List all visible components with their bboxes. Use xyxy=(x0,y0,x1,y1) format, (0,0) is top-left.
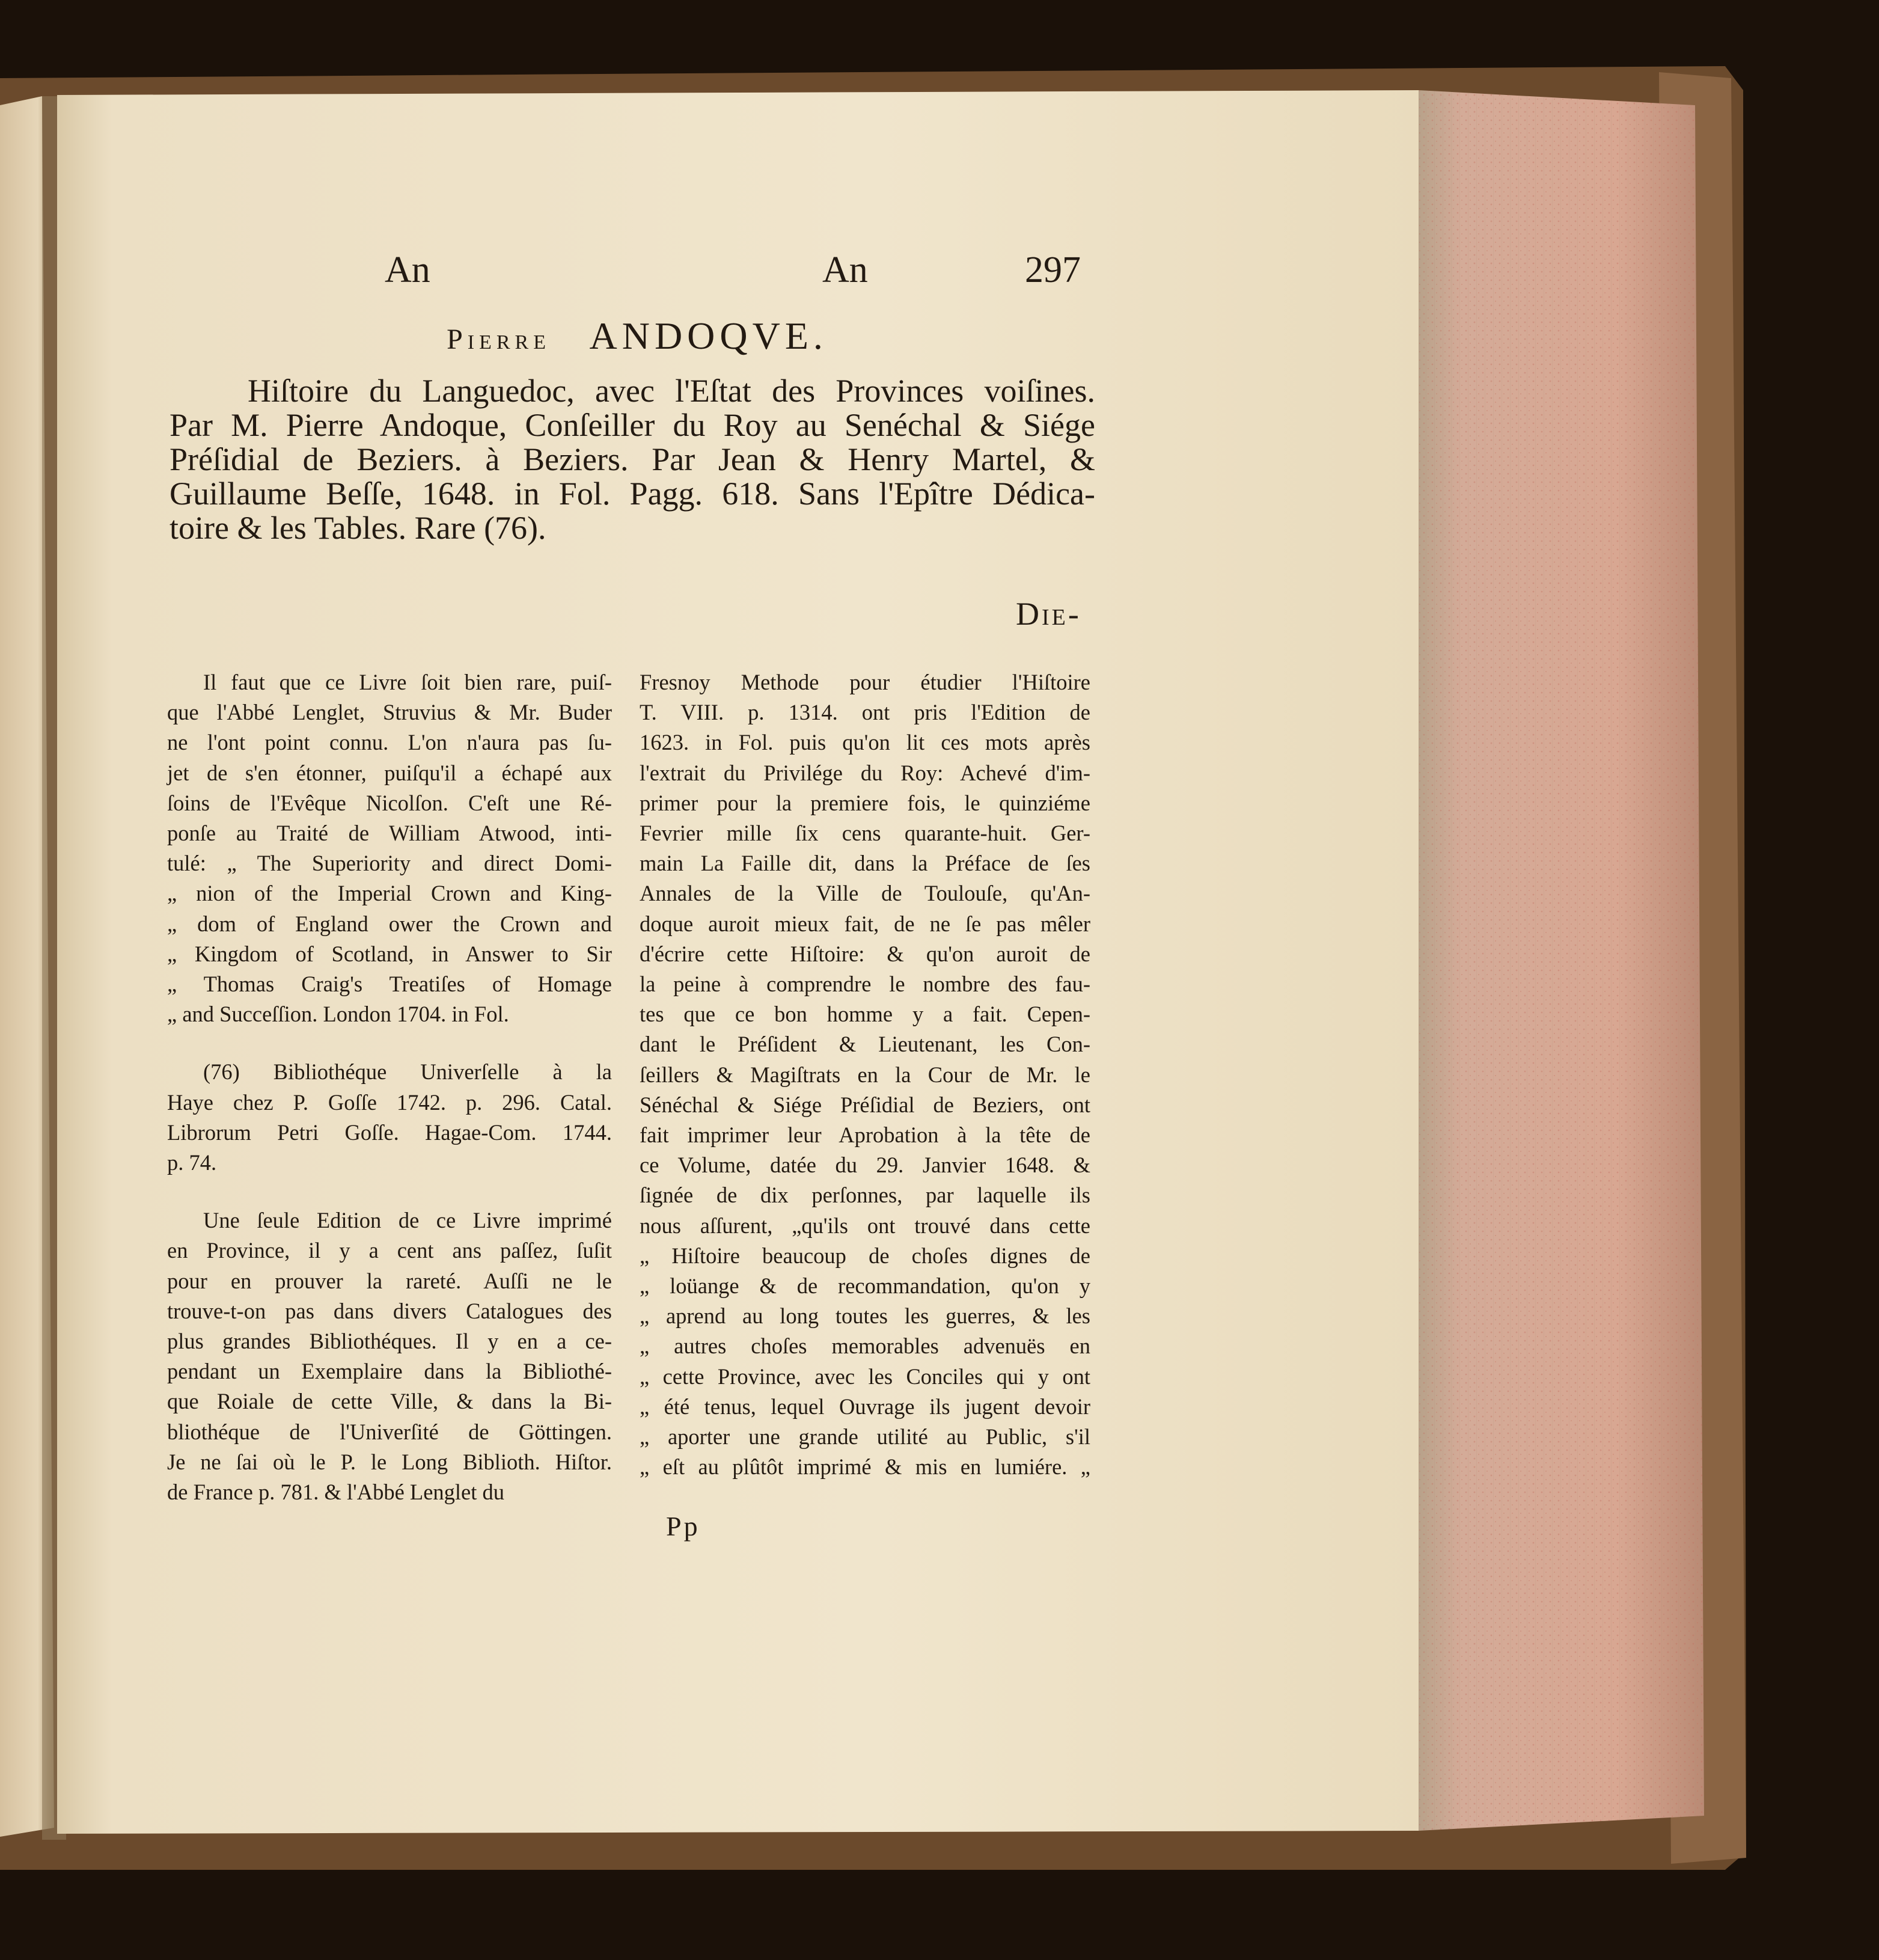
right-paragraph-line: „ été tenus, lequel Ouvrage ils jugent devoir xyxy=(640,1394,1090,1419)
right-paragraph-line: „ loüange & de recommandation, qu'on y xyxy=(640,1273,1090,1299)
right-paragraph-line: doque auroit mieux fait, de ne ſe pas mêler xyxy=(640,911,1090,936)
left-paragraph-1-line: ne l'ont point connu. L'on n'aura pas ſu- xyxy=(167,730,612,755)
left-paragraph-2-line: en Province, il y a cent ans paſſez, ſuſit xyxy=(167,1238,612,1263)
signature-mark: Pp xyxy=(666,1511,700,1542)
running-head-center: An xyxy=(822,250,868,290)
entry-title-line: Guillaume Beſſe, 1648. in Fol. Pagg. 618. Sans l'Epître Dédica- xyxy=(170,476,1095,512)
left-paragraph-1-line: „ dom of England ower the Crown and xyxy=(167,911,612,936)
right-paragraph-line: 1623. in Fol. puis qu'on lit ces mots après xyxy=(640,730,1090,755)
right-paragraph-line: Annales de la Ville de Toulouſe, qu'An- xyxy=(640,881,1090,906)
right-paragraph-line: „ Hiſtoire beaucoup de choſes dignes de xyxy=(640,1243,1090,1268)
right-paragraph-line: „ cette Province, avec les Conciles qui y ont xyxy=(640,1364,1090,1389)
left-paragraph-2-line: pendant un Exemplaire dans la Bibliothé- xyxy=(167,1359,612,1384)
right-paragraph-line: dant le Préſident & Lieutenant, les Con- xyxy=(640,1032,1090,1057)
entry-title-block xyxy=(170,374,1095,545)
left-paragraph-2-line: que Roiale de cette Ville, & dans la Bi- xyxy=(167,1389,612,1414)
left-paragraph-1-line: tulé: „ The Superiority and direct Domi- xyxy=(167,851,612,876)
right-paragraph-line: primer pour la premiere fois, le quinziéme xyxy=(640,790,1090,815)
left-paragraph-1-line: ſoins de l'Evêque Nicolſon. C'eſt une Ré- xyxy=(167,790,612,815)
footnote-line: p. 74. xyxy=(167,1150,217,1175)
left-paragraph-2-line: pour en prouver la rareté. Auſſi ne le xyxy=(167,1268,612,1293)
right-paragraph-line: ce Volume, datée du 29. Janvier 1648. & xyxy=(640,1153,1090,1178)
footnote-line: Haye chez P. Goſſe 1742. p. 296. Catal. xyxy=(167,1089,612,1115)
right-paragraph-line: ſignée de dix perſonnes, par laquelle ils xyxy=(640,1183,1090,1208)
author-surname: ANDOQVE. xyxy=(589,314,828,357)
right-paragraph-line: tes que ce bon homme y a fait. Cepen- xyxy=(640,1002,1090,1027)
left-paragraph-2-line: Je ne ſai où le P. le Long Biblioth. Hiſtor. xyxy=(167,1449,612,1474)
left-paragraph-2-line: Une ſeule Edition de ce Livre imprimé xyxy=(203,1208,612,1233)
left-paragraph-2-line: de France p. 781. & l'Abbé Lenglet du xyxy=(167,1480,505,1505)
footnote-76 xyxy=(167,1057,612,1178)
right-paragraph xyxy=(640,667,1090,1482)
right-paragraph-line: Sénéchal & Siége Préſidial de Beziers, ont xyxy=(640,1092,1090,1117)
left-paragraph-1-line: „ nion of the Imperial Crown and King- xyxy=(167,881,612,906)
right-paragraph-line: nous aſſurent, „qu'ils ont trouvé dans cette xyxy=(640,1213,1090,1238)
footnote-line: Librorum Petri Goſſe. Hagae-Com. 1744. xyxy=(167,1119,612,1145)
right-column xyxy=(640,667,1090,1482)
right-paragraph-line: Fresnoy Methode pour étudier l'Hiſtoire xyxy=(640,670,1090,694)
left-paragraph-1-line: ponſe au Traité de William Atwood, inti- xyxy=(167,821,612,846)
left-paragraph-1-line: que l'Abbé Lenglet, Struvius & Mr. Buder xyxy=(167,700,612,725)
left-paragraph-2 xyxy=(167,1205,612,1507)
left-paragraph-1-line: „ Kingdom of Scotland, in Answer to Sir xyxy=(167,941,612,966)
left-paragraph-2-line: plus grandes Bibliothéques. Il y en a ce- xyxy=(167,1329,612,1354)
left-paragraph-1-line: jet de s'en étonner, puiſqu'il a échapé aux xyxy=(167,760,612,785)
page-number: 297 xyxy=(1025,250,1081,290)
footnote-line: (76) Bibliothéque Univerſelle à la xyxy=(203,1059,612,1085)
entry-author xyxy=(168,314,1106,358)
right-paragraph-line: Fevrier mille ſix cens quarante-huit. Ger- xyxy=(640,821,1090,846)
right-paragraph-line: main La Faille dit, dans la Préface de ſes xyxy=(640,851,1090,876)
left-paragraph-2-line: bliothéque de l'Univerſité de Göttingen. xyxy=(167,1419,612,1444)
right-paragraph-line: l'extrait du Privilége du Roy: Achevé d'im- xyxy=(640,760,1090,785)
author-given-name: Pierre xyxy=(447,323,551,355)
left-column xyxy=(167,667,612,1507)
right-paragraph-line: „ aporter une grande utilité au Public, s'il xyxy=(640,1424,1090,1450)
left-paragraph-1 xyxy=(167,667,612,1029)
entry-title-line: Préſidial de Beziers. à Beziers. Par Jean & Henry Martel, & xyxy=(170,441,1095,477)
catchword: Die- xyxy=(1016,596,1081,632)
right-paragraph-line: T. VIII. p. 1314. ont pris l'Edition de xyxy=(640,700,1090,725)
right-paragraph-line: fait imprimer leur Aprobation à la tête de xyxy=(640,1122,1090,1148)
entry-title-line: Hiſtoire du Languedoc, avec l'Eſtat des Provinces voiſines. xyxy=(248,373,1095,409)
right-paragraph-line: „ autres choſes memorables advenuës en xyxy=(640,1334,1090,1359)
right-paragraph-line: „ aprend au long toutes les guerres, & les xyxy=(640,1303,1090,1329)
left-paragraph-2-line: trouve-t-on pas dans divers Catalogues des xyxy=(167,1298,612,1323)
left-paragraph-1-line: „ Thomas Craig's Treatiſes of Homage xyxy=(167,972,612,997)
entry-title-line: Par M. Pierre Andoque, Conſeiller du Roy au Senéchal & Siége xyxy=(170,407,1095,443)
right-paragraph-line: ſeillers & Magiſtrats en la Cour de Mr. le xyxy=(640,1062,1090,1087)
entry-title-line: toire & les Tables. Rare (76). xyxy=(170,510,546,546)
left-paragraph-1-line: Il faut que ce Livre ſoit bien rare, puiſ- xyxy=(203,670,612,694)
left-paragraph-1-line: „ and Succeſſion. London 1704. in Fol. xyxy=(167,1002,509,1027)
right-paragraph-line: „ eſt au plûtôt imprimé & mis en lumiére. „ xyxy=(640,1454,1090,1480)
right-paragraph-line: la peine à comprendre le nombre des fau- xyxy=(640,972,1090,997)
right-paragraph-line: d'écrire cette Hiſtoire: & qu'on auroit de xyxy=(640,941,1090,966)
running-head-left: An xyxy=(385,250,430,290)
